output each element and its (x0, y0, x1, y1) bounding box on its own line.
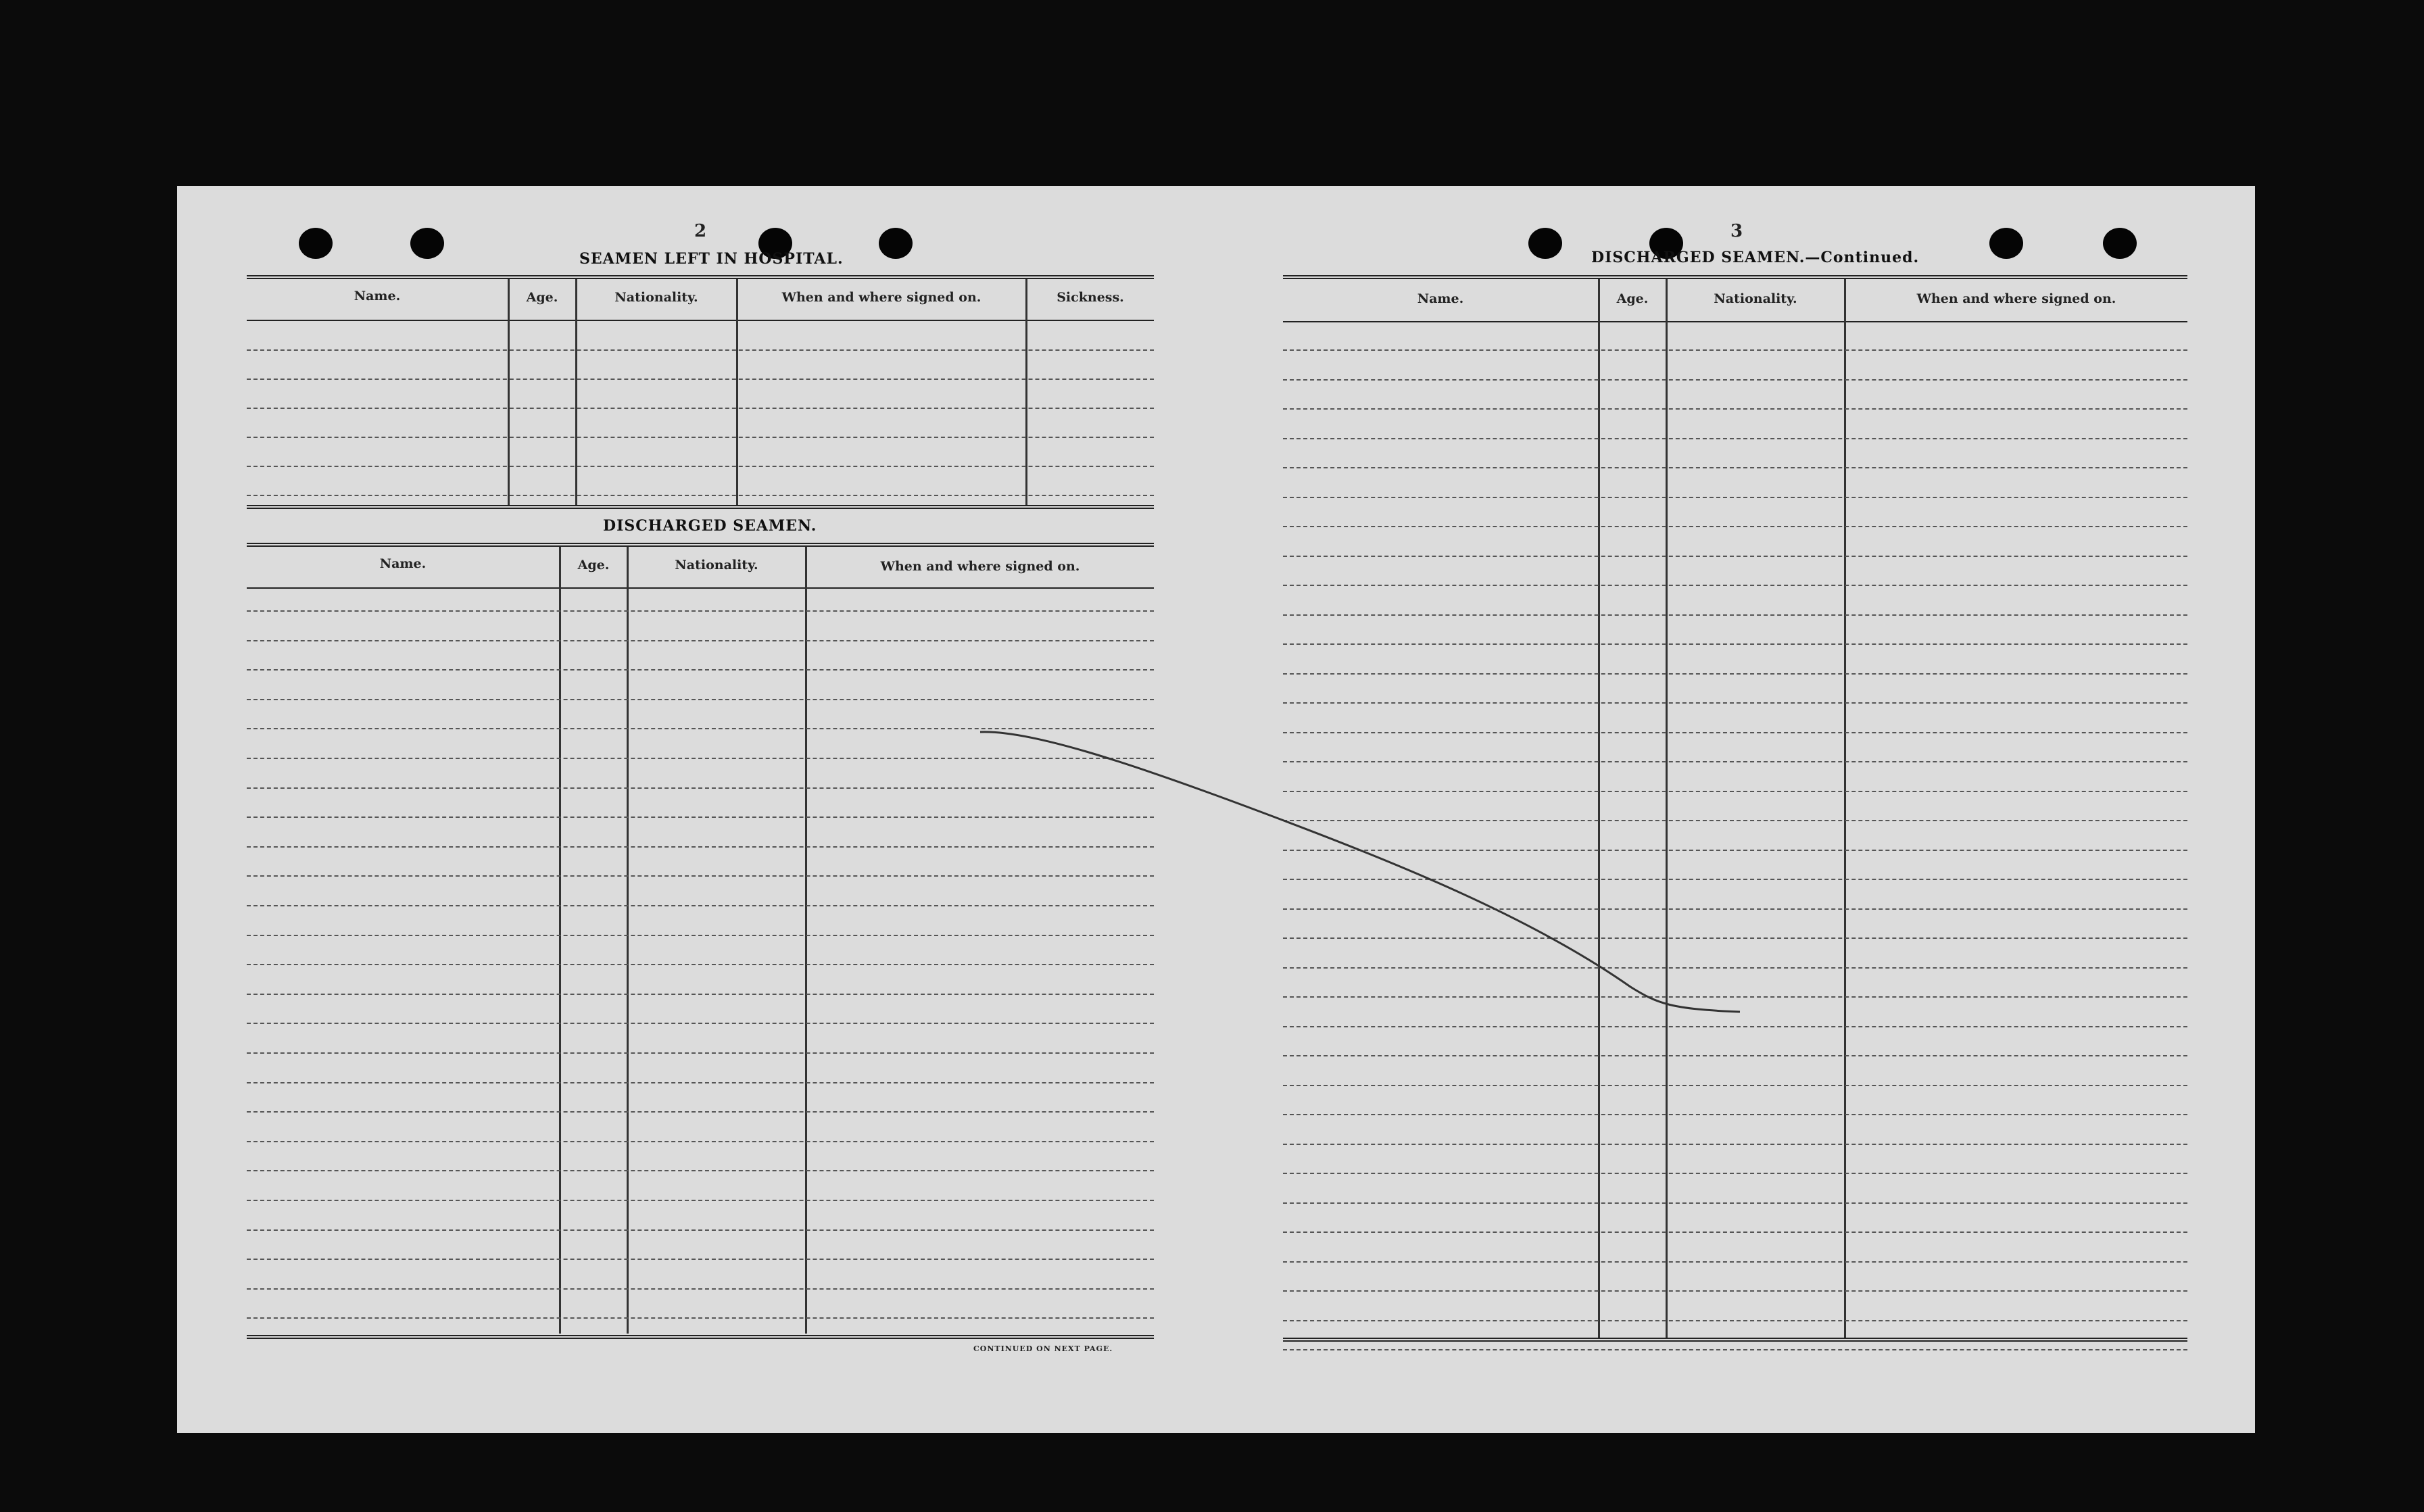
hospital-col-signed-on: When and where signed on. (781, 290, 981, 305)
discharged-right-col-nationality: Nationality. (1714, 291, 1797, 306)
discharged-right-col-name: Name. (1417, 291, 1464, 306)
discharged-left-col-name: Name. (379, 556, 427, 571)
discharged-right-col-age: Age. (1616, 291, 1649, 306)
discharged-table-title-left: DISCHARGED SEAMEN. (603, 517, 817, 535)
pen-stroke (177, 186, 2255, 1433)
discharged-left-col-nationality: Nationality. (675, 558, 758, 572)
discharged-table-title-right: DISCHARGED SEAMEN.—Continued. (1591, 249, 1920, 266)
page-number-left: 2 (694, 221, 707, 241)
continued-note: CONTINUED ON NEXT PAGE. (973, 1344, 1113, 1353)
discharged-left-col-age: Age. (577, 558, 610, 572)
hospital-col-name: Name. (354, 289, 401, 303)
discharged-right-col-signed-on: When and where signed on. (1916, 291, 2116, 306)
hospital-table-title: SEAMEN LEFT IN HOSPITAL. (579, 250, 844, 268)
discharged-left-col-signed-on: When and where signed on. (880, 559, 1080, 574)
form-sheet (177, 186, 2255, 1433)
page-number-right: 3 (1730, 221, 1743, 241)
hospital-col-sickness: Sickness. (1057, 290, 1124, 305)
hospital-col-nationality: Nationality. (614, 290, 698, 305)
hospital-col-age: Age. (526, 290, 558, 305)
